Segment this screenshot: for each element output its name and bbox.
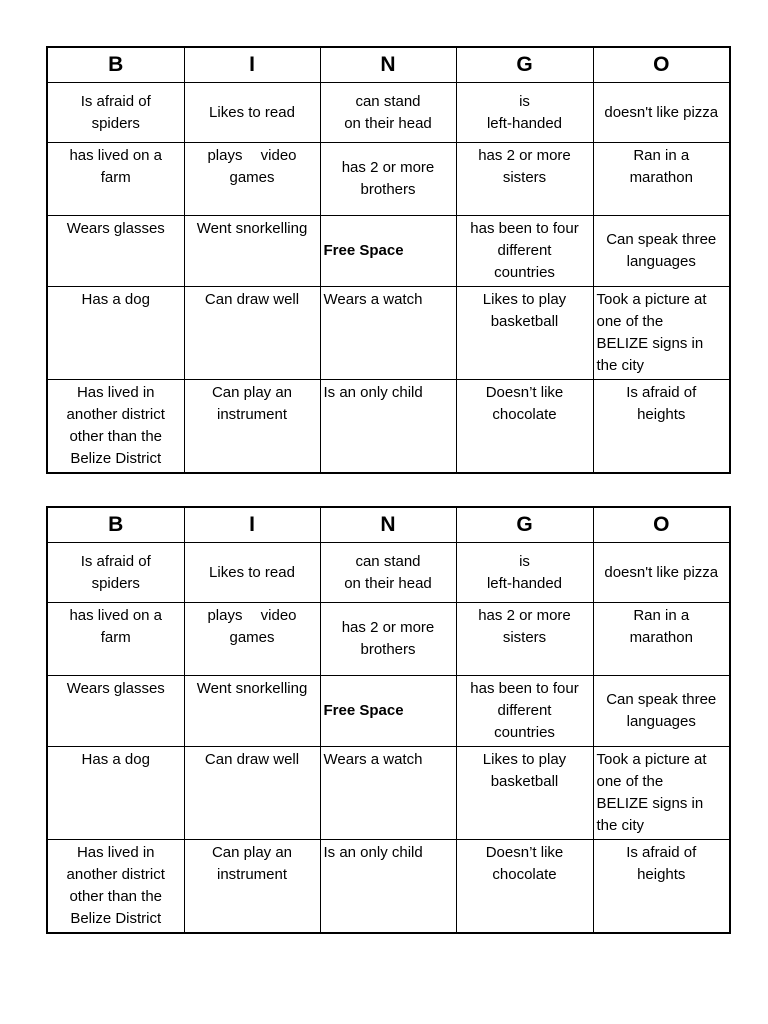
bingo-cell: has been to four different countries: [456, 216, 593, 287]
bingo-row: [47, 543, 730, 603]
bingo-cell: Is an only child: [320, 380, 456, 474]
bingo-cell: Is afraid of heights: [593, 380, 730, 474]
bingo-cell: Went snorkelling: [184, 216, 320, 287]
bingo-cell: Is afraid of spiders: [47, 83, 184, 143]
bingo-cell: Wears a watch: [320, 287, 456, 380]
header-letter-o: O: [593, 507, 730, 543]
bingo-cell: Can play an instrument: [184, 840, 320, 934]
bingo-cell: Took a picture at one of the BELIZE signs in the city: [593, 747, 730, 840]
bingo-row: [47, 287, 730, 380]
bingo-row: [47, 747, 730, 840]
header-letter-g: G: [456, 507, 593, 543]
bingo-cell: doesn't like pizza: [593, 543, 730, 603]
bingo-cell: Ran in a marathon: [593, 143, 730, 216]
bingo-row: [47, 216, 730, 287]
bingo-row: [47, 676, 730, 747]
bingo-cell: Went snorkelling: [184, 676, 320, 747]
bingo-cell: Is afraid of spiders: [47, 543, 184, 603]
bingo-cell: has 2 or more sisters: [456, 603, 593, 676]
header-letter-b: B: [47, 507, 184, 543]
bingo-cell: Can draw well: [184, 747, 320, 840]
header-letter-i: I: [184, 507, 320, 543]
bingo-cell: Can play an instrument: [184, 380, 320, 474]
bingo-cell: Ran in a marathon: [593, 603, 730, 676]
bingo-cell: can stand on their head: [320, 543, 456, 603]
header-letter-g: G: [456, 47, 593, 83]
bingo-cell: has 2 or more sisters: [456, 143, 593, 216]
bingo-cell: Likes to read: [184, 543, 320, 603]
bingo-cell: Likes to play basketball: [456, 287, 593, 380]
bingo-cell: can stand on their head: [320, 83, 456, 143]
bingo-cell: has been to four different countries: [456, 676, 593, 747]
header-row: [47, 47, 730, 83]
bingo-cell: plays video games: [184, 143, 320, 216]
bingo-cell: Took a picture at one of the BELIZE signs in the city: [593, 287, 730, 380]
bingo-cell: Has a dog: [47, 747, 184, 840]
header-letter-b: B: [47, 47, 184, 83]
bingo-cell: Has a dog: [47, 287, 184, 380]
bingo-cell: Doesn’t like chocolate: [456, 380, 593, 474]
bingo-cell: Likes to read: [184, 83, 320, 143]
bingo-row: [47, 840, 730, 934]
bingo-row: [47, 143, 730, 216]
bingo-cell: Wears a watch: [320, 747, 456, 840]
bingo-row: [47, 83, 730, 143]
bingo-cell: has 2 or more brothers: [320, 603, 456, 676]
free-space-cell: Free Space: [320, 216, 456, 287]
bingo-cell: Wears glasses: [47, 216, 184, 287]
header-letter-o: O: [593, 47, 730, 83]
bingo-cell: Likes to play basketball: [456, 747, 593, 840]
bingo-card-1: [46, 46, 731, 474]
bingo-cell: Is an only child: [320, 840, 456, 934]
bingo-cell: Can speak three languages: [593, 676, 730, 747]
bingo-cell: has lived on a farm: [47, 603, 184, 676]
header-letter-n: N: [320, 47, 456, 83]
bingo-cell: Is afraid of heights: [593, 840, 730, 934]
bingo-cell: is left-handed: [456, 543, 593, 603]
bingo-card-2: [46, 506, 731, 934]
free-space-cell: Free Space: [320, 676, 456, 747]
bingo-cell: Can speak three languages: [593, 216, 730, 287]
header-row: [47, 507, 730, 543]
bingo-cell: Has lived in another district other than the Belize District: [47, 380, 184, 474]
bingo-row: [47, 603, 730, 676]
header-letter-i: I: [184, 47, 320, 83]
bingo-cell: has lived on a farm: [47, 143, 184, 216]
header-letter-n: N: [320, 507, 456, 543]
bingo-cell: plays video games: [184, 603, 320, 676]
bingo-cell: Can draw well: [184, 287, 320, 380]
bingo-cell: Has lived in another district other than the Belize District: [47, 840, 184, 934]
bingo-row: [47, 380, 730, 474]
bingo-cell: Doesn’t like chocolate: [456, 840, 593, 934]
bingo-cell: Wears glasses: [47, 676, 184, 747]
bingo-cell: doesn't like pizza: [593, 83, 730, 143]
bingo-cell: is left-handed: [456, 83, 593, 143]
bingo-cell: has 2 or more brothers: [320, 143, 456, 216]
